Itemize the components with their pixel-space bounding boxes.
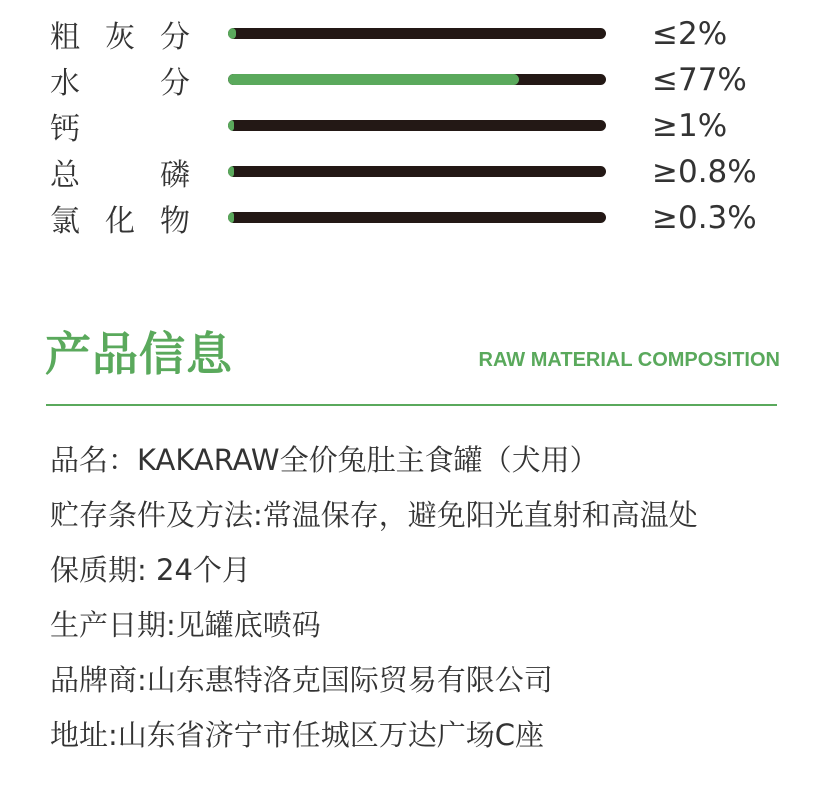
nutrient-bar — [228, 212, 606, 223]
nutrient-row-moisture — [0, 60, 827, 100]
nutrient-row-phosphorus — [0, 152, 827, 192]
nutrient-label: 氯 化 物 — [50, 204, 190, 239]
info-product-name: 品名：KAKARAW全价兔肚主食罐（犬用） — [50, 443, 599, 477]
info-brand-owner: 品牌商:山东惠特洛克国际贸易有限公司 — [50, 663, 553, 697]
nutrient-row-chloride — [0, 198, 827, 238]
nutrient-bar — [228, 166, 606, 177]
nutrient-label: 水 分 — [50, 66, 190, 101]
nutrient-row-ash — [0, 14, 827, 54]
info-production-date: 生产日期:见罐底喷码 — [50, 608, 321, 642]
nutrient-bar-fill — [228, 212, 234, 223]
nutrient-bar-fill — [228, 74, 519, 85]
nutrient-bar — [228, 120, 606, 131]
nutrient-value: ≥1% — [652, 108, 728, 144]
nutrient-value: ≥0.8% — [652, 154, 757, 190]
section-subtitle: RAW MATERIAL COMPOSITION — [478, 349, 780, 371]
nutrient-bar-fill — [228, 28, 236, 39]
info-storage: 贮存条件及方法:常温保存，避免阳光直射和高温处 — [50, 498, 698, 532]
nutrient-bar-fill — [228, 120, 234, 131]
nutrient-label: 总 磷 — [50, 158, 190, 193]
nutrient-value: ≤77% — [652, 62, 747, 98]
nutrient-label: 粗 灰 分 — [50, 20, 190, 55]
info-address: 地址:山东省济宁市任城区万达广场C座 — [50, 718, 545, 752]
nutrient-row-calcium — [0, 106, 827, 146]
info-shelf-life: 保质期: 24个月 — [50, 553, 251, 587]
nutrient-bar-fill — [228, 166, 234, 177]
section-title: 产品信息 — [45, 327, 233, 381]
nutrient-bar — [228, 74, 606, 85]
nutrient-bar — [228, 28, 606, 39]
nutrient-label: 钙 — [50, 112, 80, 147]
nutrient-value: ≤2% — [652, 16, 728, 52]
section-divider — [46, 404, 777, 406]
nutrient-value: ≥0.3% — [652, 200, 757, 236]
